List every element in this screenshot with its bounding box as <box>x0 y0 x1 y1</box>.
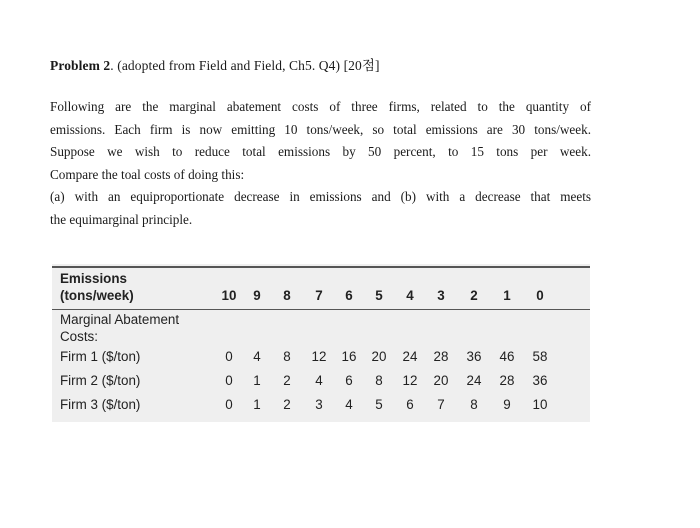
cost-cell: 12 <box>402 373 418 388</box>
cost-cell: 36 <box>532 373 548 388</box>
cost-cell: 0 <box>225 373 233 388</box>
firm-row-label: Firm 2 ($/ton) <box>60 373 141 388</box>
emissions-column-header: 6 <box>345 288 353 303</box>
paragraph-line: emissions. Each firm is now emitting 10 tons/week, so total emissions are 30 tons/week. <box>50 121 591 137</box>
cost-cell: 46 <box>499 349 515 364</box>
cost-cell: 16 <box>341 349 357 364</box>
mac-section-line: Marginal Abatement <box>60 312 180 327</box>
cost-cell: 8 <box>470 397 478 412</box>
cost-cell: 12 <box>311 349 327 364</box>
cost-cell: 28 <box>433 349 449 364</box>
paragraph-line: Following are the marginal abatement costs of three firms, related to the quantity of <box>50 99 591 114</box>
cost-cell: 5 <box>375 397 383 412</box>
cost-cell: 6 <box>406 397 414 412</box>
cost-cell: 4 <box>253 349 261 364</box>
problem-description <box>50 96 591 232</box>
emissions-column-header: 7 <box>315 288 323 303</box>
cost-cell: 6 <box>345 373 353 388</box>
cost-cell: 9 <box>503 397 511 412</box>
cost-cell: 0 <box>225 397 233 412</box>
cost-cell: 24 <box>466 373 482 388</box>
firm-row-label: Firm 3 ($/ton) <box>60 397 141 412</box>
problem-source: . (adopted from Field and Field, Ch5. Q4) [20점] <box>110 58 380 73</box>
emissions-column-header: 2 <box>470 288 478 303</box>
emissions-header-line: Emissions <box>60 271 127 286</box>
paragraph-line: Compare the toal costs of doing this: <box>50 166 245 182</box>
emissions-column-header: 1 <box>503 288 511 303</box>
emissions-column-header: 3 <box>437 288 445 303</box>
emissions-header-label <box>60 270 134 304</box>
cost-cell: 1 <box>253 397 261 412</box>
cost-cell: 24 <box>402 349 418 364</box>
cost-cell: 2 <box>283 397 291 412</box>
emissions-column-header: 0 <box>536 288 544 303</box>
cost-cell: 2 <box>283 373 291 388</box>
paragraph-line: the equimarginal principle. <box>50 211 193 227</box>
table-top-rule <box>52 266 590 268</box>
emissions-header-unit: (tons/week) <box>60 288 134 303</box>
cost-cell: 0 <box>225 349 233 364</box>
cost-cell: 4 <box>345 397 353 412</box>
cost-cell: 10 <box>532 397 548 412</box>
cost-cell: 28 <box>499 373 515 388</box>
problem-heading <box>50 54 380 74</box>
paragraph-line: Suppose we wish to reduce total emissions by 50 percent, to 15 tons per week. <box>50 144 591 160</box>
cost-cell: 1 <box>253 373 261 388</box>
cost-cell: 7 <box>437 397 445 412</box>
paragraph-line: (a) with an equiproportionate decrease in emissions and (b) with a decrease that meets <box>50 189 591 205</box>
firm-row-label: Firm 1 ($/ton) <box>60 349 141 364</box>
cost-cell: 3 <box>315 397 323 412</box>
table-header-rule <box>52 309 590 310</box>
emissions-column-header: 5 <box>375 288 383 303</box>
cost-cell: 36 <box>466 349 482 364</box>
cost-cell: 4 <box>315 373 323 388</box>
cost-cell: 58 <box>532 349 548 364</box>
cost-cell: 20 <box>433 373 449 388</box>
cost-cell: 20 <box>371 349 387 364</box>
mac-section-label <box>60 311 179 345</box>
problem-label: Problem 2 <box>50 58 111 73</box>
abatement-cost-table <box>52 264 590 422</box>
cost-cell: 8 <box>375 373 383 388</box>
emissions-column-header: 4 <box>406 288 414 303</box>
emissions-column-header: 10 <box>221 288 237 303</box>
emissions-column-header: 8 <box>283 288 291 303</box>
mac-section-line: Costs: <box>60 329 98 344</box>
emissions-column-header: 9 <box>253 288 261 303</box>
cost-cell: 8 <box>283 349 291 364</box>
